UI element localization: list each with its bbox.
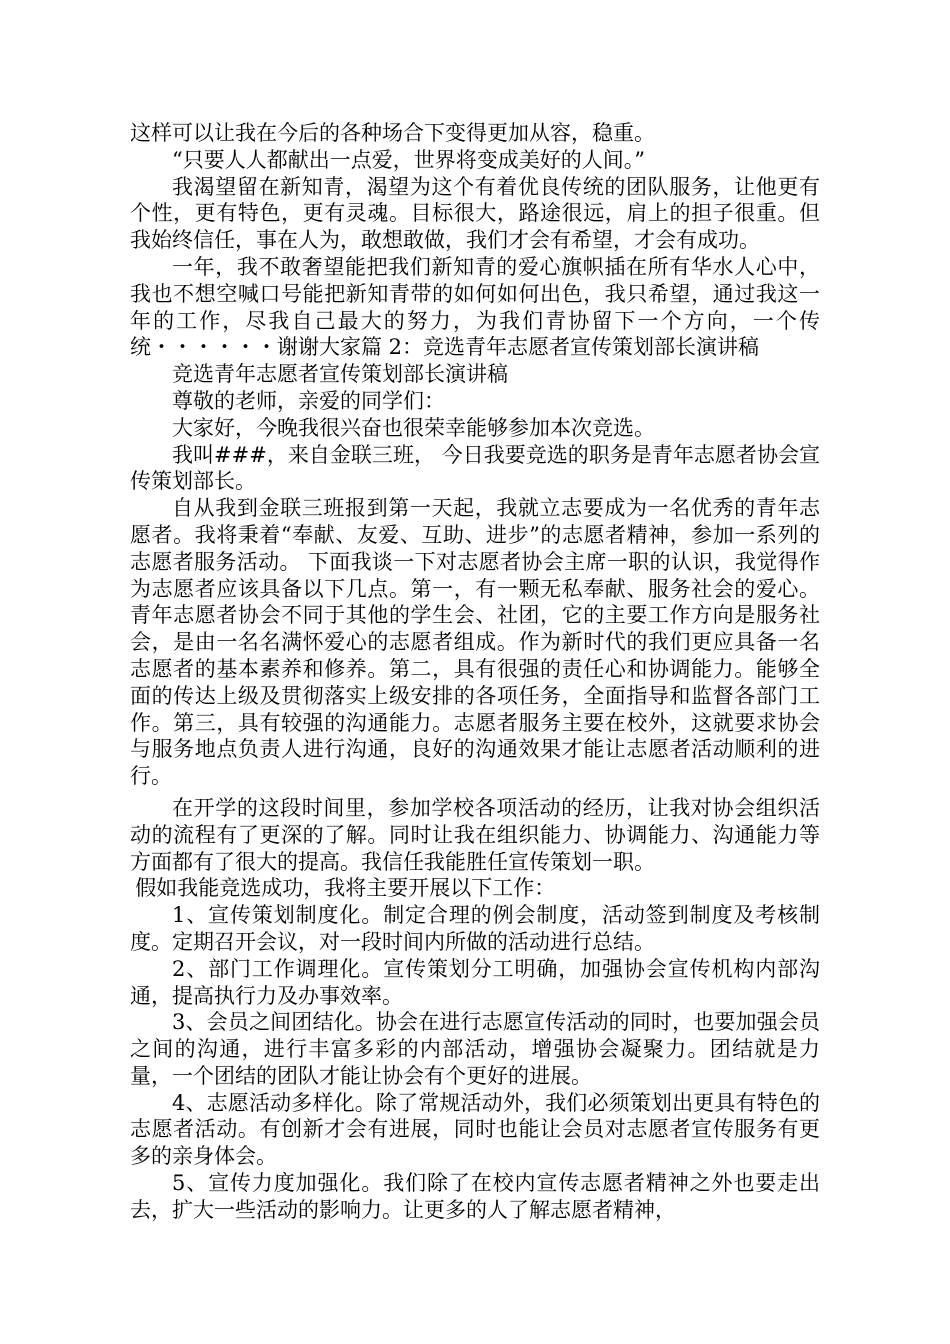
speech-title: 竞选青年志愿者宣传策划部长演讲稿 [172,362,508,387]
list-item: 3、会员之间团结化。协会在进行志愿宣传活动的同时，也要加强会员之间的沟通，进行丰富多彩的内部活动，增强协会凝聚力。团结就是力量，一个团结的团队才能让协会有个更好的进展。 [130,1010,820,1088]
list-item: 5、宣传力度加强化。我们除了在校内宣传志愿者精神之外也要走出去，扩大一些活动的影响力。让更多的人了解志愿者精神， [130,1171,820,1222]
list-item: 2、部门工作调理化。宣传策划分工明确，加强协会宣传机构内部沟通，提高执行力及办事效率。 [130,956,820,1008]
paragraph: 我叫###，来自金联三班， 今日我要竞选的职务是青年志愿者协会宣传策划部长。 [130,442,820,494]
document-page [130,120,820,1224]
paragraph-quote: “只要人人都献出一点爱，世界将变成美好的人间。” [172,147,645,172]
paragraph-continuation: 这样可以让我在今后的各种场合下变得更加从容，稳重。 [130,121,655,145]
paragraph: 自从我到金联三班报到第一天起，我就立志要成为一名优秀的青年志愿者。我将秉着“奉献、友爱、互助、进步”的志愿者精神，参加一系列的志愿者服务活动。 下面我谈一下对志愿者协会主席一职的认识，我觉得作为志愿者应该具备以下几点。第一，有一颗无私奉献、服务社会的爱心。青年志愿者协会不同于其他的学生会、社团，它的主要工作方向是服务社会，是由一名名满怀爱心的志愿者组成。作为新时代的我们更应具备一名志愿者的基本素养和修养。第二，具有很强的责任心和协调能力。能够全面的传达上级及贯彻落实上级安排的各项任务，全面指导和监督各部门工作。第三，具有较强的沟通能力。志愿者服务主要在校外，这就要求协会与服务地点负责人进行沟通，良好的沟通效果才能让志愿者活动顺利的进行。 [130,496,820,789]
list-item: 4、志愿活动多样化。除了常规活动外，我们必须策划出更具有特色的志愿者活动。有创新才会有进展，同时也能让会员对志愿者宣传服务有更多的亲身体会。 [130,1090,820,1169]
list-item: 1、宣传策划制度化。制定合理的例会制度，活动签到制度及考核制度。定期召开会议，对一段时间内所做的活动进行总结。 [130,903,820,954]
paragraph: 在开学的这段时间里，参加学校各项活动的经历，让我对协会组织活动的流程有了更深的了解。同时让我在组织能力、协调能力、沟通能力等方面都有了很大的提高。我信任我能胜任宣传策划一职。 [130,795,820,874]
salutation: 尊敬的老师，亲爱的同学们： [172,388,445,413]
paragraph: 一年，我不敢奢望能把我们新知青的爱心旗帜插在所有华水人心中，我也不想空喊口号能把新知青带的如何如何出色，我只希望，通过我这一年的工作，尽我自己最大的努力，为我们青协留下一个方向，一个传统・・・・・・谢谢大家篇 2：竞选青年志愿者宣传策划部长演讲稿 [130,254,820,360]
paragraph: 大家好，今晚我很兴奋也很荣幸能够参加本次竞选。 [172,415,655,440]
paragraph: 假如我能竞选成功，我将主要开展以下工作： [135,876,556,901]
paragraph: 我渴望留在新知青，渴望为这个有着优良传统的团队服务，让他更有个性，更有特色，更有灵魂。目标很大，路途很远，肩上的担子很重。但我始终信任，事在人为，敢想敢做，我们才会有希望，才会有成功。 [130,174,820,253]
